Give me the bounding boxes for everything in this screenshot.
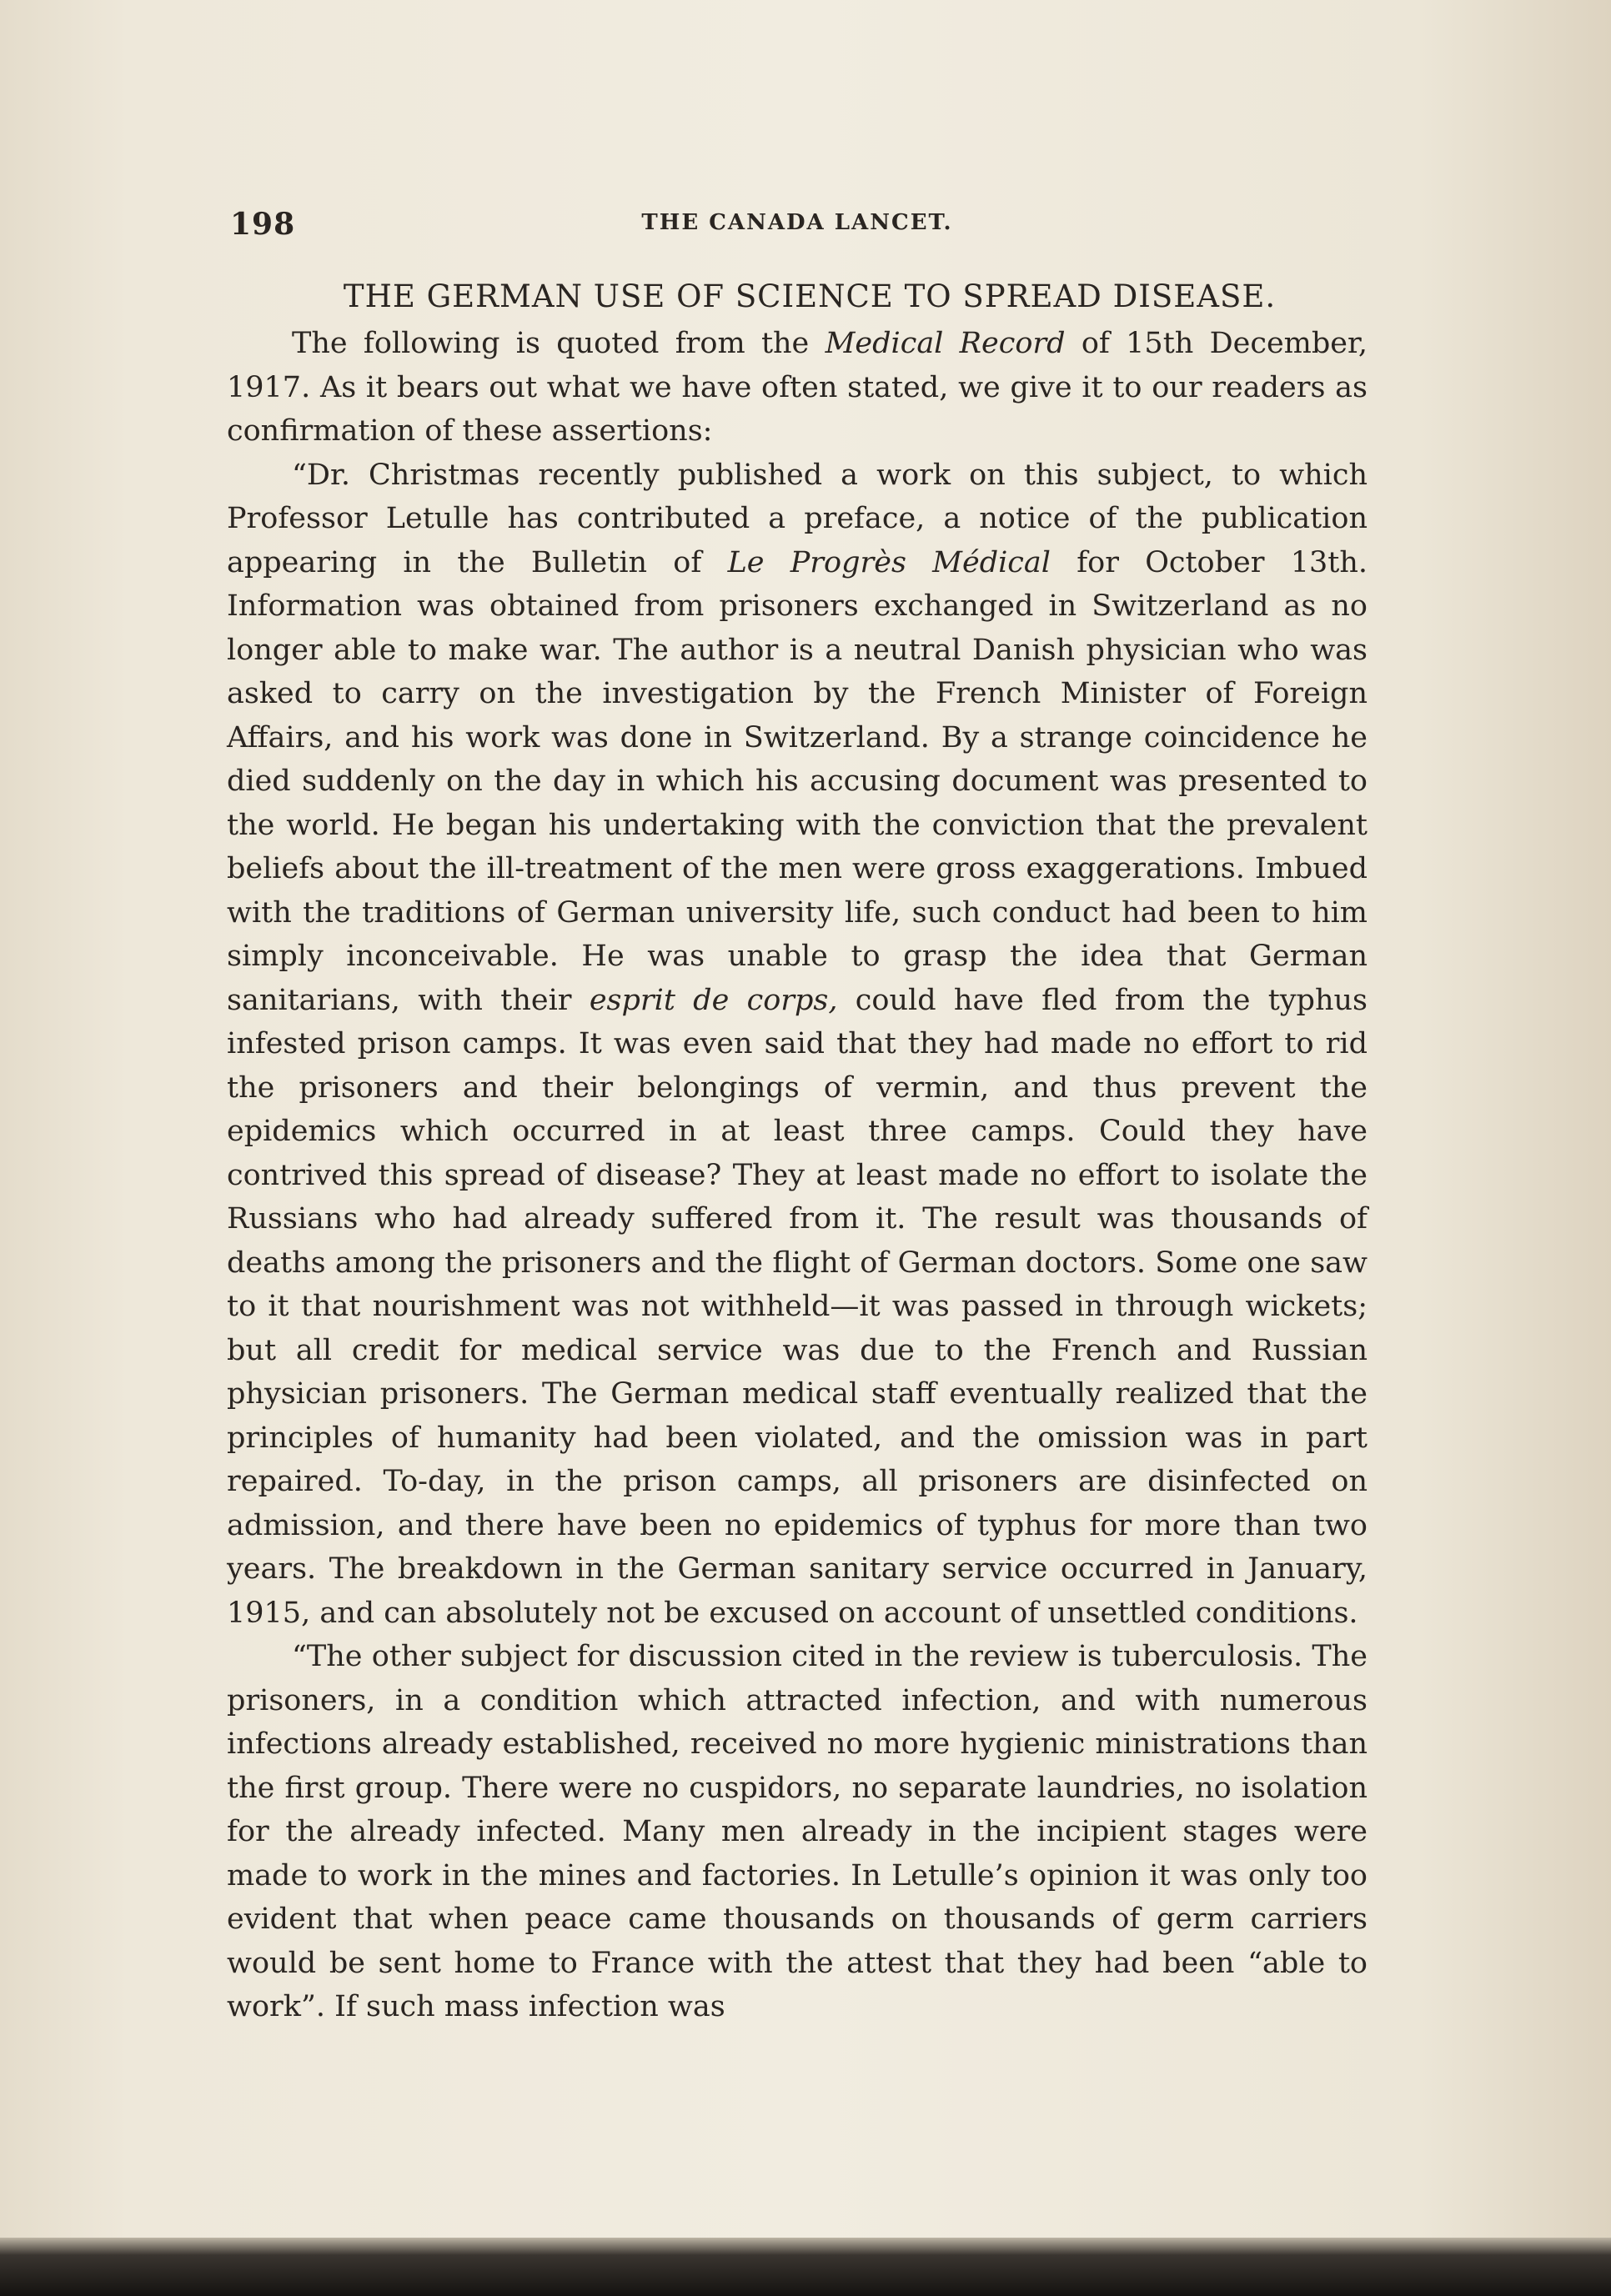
article [227, 275, 1368, 2029]
bottom-shadow [0, 2238, 1611, 2296]
running-head: THE CANADA LANCET. [641, 210, 953, 235]
quote-paragraph-1 [227, 454, 1368, 1636]
quote-paragraph-2: “The other subject for discussion cited in the review is tuberculosis. The prisoners, in a condition which attracted infection, and with numerous infections already established, received no more hygienic ministrations than the first group. There were no cuspidors, no separate laundries, no isolation for the already infected. Many men already in the incipient stages were made to work in the mines and factories. In Letulle’s opinion it was only too evident that when peace came thousands on thousands of germ carriers would be sent home to France with the attest that they had been “able to work”. If such mass infection was [227, 1640, 1368, 2023]
intro-text-1: The following is quoted from the [292, 327, 826, 360]
esprit-de-corps: esprit de corps, [589, 983, 838, 1017]
article-title: THE GERMAN USE OF SCIENCE TO SPREAD DISEASE. [343, 278, 1277, 314]
quote1-text-1: “Dr. Christmas recently published a work on this subject, to which Professor Letulle has contributed a preface, a notice of the publication appearing in the Bulletin of [227, 458, 1368, 579]
journal-name: Medical Record [825, 327, 1066, 360]
bulletin-name: Le Progrès Médical [727, 545, 1051, 579]
quote1-text-2: for October 13th. Information was obtained from prisoners exchanged in Switzerland as no longer able to make war. The author is a neutral Danish physician who was asked to carry on the investigation by the French Minister of Foreign Affairs, and his work was done in Switzerland. By a strange coincidence he died suddenly on the day in which his accusing document was presented to the world. He began his undertaking with the conviction that the prevalent beliefs about the ill-treatment of the men were gross exaggerations. Imbued with the traditions of German university life, such conduct had been to him simply inconceivable. He was unable to grasp the idea that German sanitarians, with their [227, 545, 1368, 1017]
intro-text-2: of 15th December, 1917. As it bears out what we have often stated, we give it to our readers as confirmation of these assertions: [227, 327, 1368, 448]
quote1-text-3: could have fled from the typhus infested prison camps. It was even said that they had made no effort to rid the prisoners and their belongings of vermin, and thus prevent the epidemics which occurred in at least three camps. Could they have contrived this spread of disease? They at least made no effort to isolate the Russians who had already suffered from it. The result was thousands of deaths among the prisoners and the flight of German doctors. Some one saw to it that nourishment was not withheld—it was passed in through wickets; but all credit for medical service was due to the French and Russian physician prisoners. The German medical staff eventually realized that the principles of humanity had been violated, and the omission was in part repaired. To-day, in the prison camps, all prisoners are disinfected on admission, and there have been no epidemics of typhus for more than two years. The breakdown in the German sanitary service occurred in January, 1915, and can absolutely not be excused on account of unsettled conditions. [227, 983, 1368, 1630]
intro-paragraph [227, 322, 1368, 454]
page-header [230, 207, 1364, 248]
page-number: 198 [230, 207, 296, 242]
